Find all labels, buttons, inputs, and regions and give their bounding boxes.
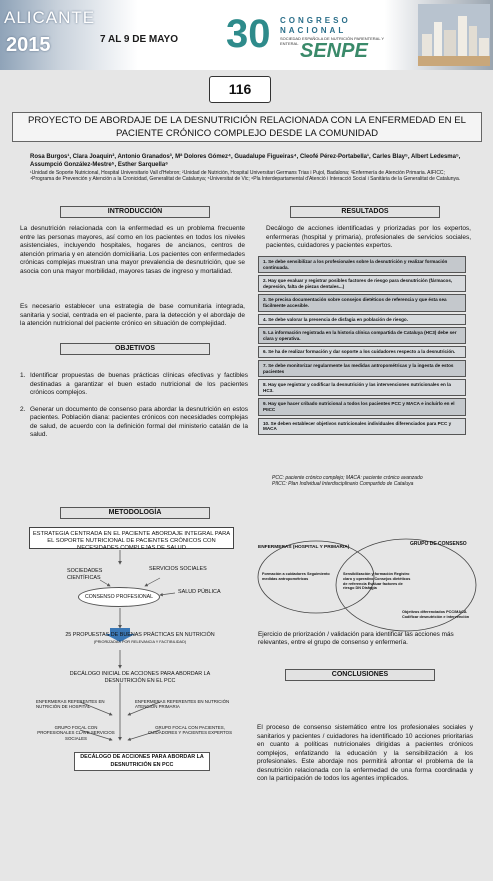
- actions-list: [258, 256, 466, 437]
- objective-number: 2.: [20, 405, 26, 413]
- section-header-objetivos: OBJETIVOS: [60, 343, 210, 355]
- label-servicios-sociales: SERVICIOS SOCIALES: [149, 566, 207, 572]
- action-item: 8. Hay que registrar y codificar la desnutrición y las intervenciones nutricionales en la HC3.: [258, 379, 466, 396]
- action-item: 5. La información registrada en la historia clínica compartida de Cataluya (HC3) debe ser clara y operativa.: [258, 327, 466, 344]
- label-enfermeras-primaria: ENFERMERAS REFERENTES EN NUTRICIÓN ATENCIÓN PRIMARIA: [135, 699, 230, 710]
- section-header-conclusiones: CONCLUSIONES: [285, 669, 435, 681]
- abbreviation-line: PCC: paciente crónico complejo; MACA: paciente crónico avanzado: [272, 475, 423, 481]
- label-sociedades: SOCIEDADES CIENTÍFICAS: [67, 568, 103, 581]
- abbreviation-line: PIICC: Plan Individual Interdisciplinario Compartido de Cataluya: [272, 481, 414, 487]
- label-salud-publica: SALUD PÚBLICA: [178, 589, 221, 595]
- action-item: 2. Hay que evaluar y registrar posibles factores de riesgo para desnutrición (fármacos, depresión, falta de piezas dentales...): [258, 275, 466, 292]
- city-name: ALICANTE: [4, 8, 96, 27]
- final-decalogue-box: DECÁLOGO DE ACCIONES PARA ABORDAR LA DESNUTRICIÓN EN PCC: [74, 752, 210, 771]
- section-header-introduccion: INTRODUCCIÓN: [60, 206, 210, 218]
- venn-label-enfermeras: ENFERMERAS (HOSPITAL Y PRIMARIA): [258, 545, 350, 550]
- action-item: 9. Hay que hacer cribado nutricional a todos los pacientes PCC y MACA e incluirlo en el PIICC: [258, 398, 466, 415]
- congress-word: CONGRESO: [280, 16, 351, 25]
- consensus-ellipse: CONSENSO PROFESIONAL: [78, 587, 160, 607]
- initial-decalogue-label: DECÁLOGO INICIAL DE ACCIONES PARA ABORDAR LA DESNUTRICIÓN EN EL PCC: [69, 671, 211, 684]
- objectives-list: [20, 372, 248, 448]
- action-item: 3. Se precisa documentación sobre consejos dietéticos de referencia y que ésta sea fácilmente accesible.: [258, 294, 466, 311]
- objective-item: [20, 406, 248, 440]
- objective-item: [20, 372, 248, 398]
- congress-dates: 7 AL 9 DE MAYO: [100, 34, 178, 45]
- section-header-resultados: RESULTADOS: [290, 206, 440, 218]
- abbreviations: [272, 475, 472, 487]
- conclusions-paragraph: El proceso de consenso sistemático entre los profesionales sociales y sanitarios y pacientes / cuidadores ha identificado 10 acciones prioritarias en cuanto a políticas nutricionales dirigidas a pacientes crónicos complejos, enfatizando la educación y la sensibilización a los profesionales. Este abordaje nos permitirá afrontar el problema de la desnutrición relacionada con la enfermedad de una forma coordinada y con la participación de todos los agentes implicados.: [257, 724, 473, 782]
- venn-left-text: Formación a cuidadores Seguimiento medidas antropométricas: [262, 572, 330, 581]
- action-item: 10. Se deben establecer objetivos nutricionales individuales diferenciados para PCC y MACA: [258, 418, 466, 435]
- congress-word-nacional: NACIONAL: [280, 26, 347, 35]
- intro-paragraph-2: Es necesario establecer una estrategia de base comunitaria integrada, sanitaria y social, centrada en el paciente, para la detección y el abordaje de la atención nutricional del paciente crónico en situación de complejidad.: [20, 303, 245, 327]
- proposals-sublabel: (PRIORIZADAS POR RELEVANCIA Y FACTIBILIDAD): [93, 640, 187, 644]
- action-item: 6. Se ha de realizar formación y dar soporte a los cuidadores respecto a la desnutrición.: [258, 346, 466, 358]
- action-item: 4. Se debe valorar la presencia de disfagia en población de riesgo.: [258, 314, 466, 326]
- label-grupo-pacientes: GRUPO FOCAL CON PACIENTES, CUIDADORES Y PACIENTES EXPERTOS: [147, 725, 232, 736]
- authors: Rosa Burgos¹, Clara Joaquin², Antonio Granados³, Mª Dolores Gómez⁴, Guadalupe Figueiras⁴, Cleofé Pérez-Portabella¹, Carles Blay⁵, Albert Ledesma⁵, Assumpció González-Mestre⁵, Esther Sarquella⁶: [30, 154, 461, 168]
- poster-number: 116: [209, 76, 271, 103]
- venn-center-text: Sensibilización y formación Registro claro y operativo Consejos dietéticos de referencia Evaluar factores de riesgo DN Disfagia: [343, 572, 411, 591]
- strategy-box: ESTRATEGIA CENTRADA EN EL PACIENTE ABORDAJE INTEGRAL PARA EL SOPORTE NUTRICIONAL DE PACIENTES CRÓNICOS CON NECESIDADES COMPLEJAS DE SALUD: [29, 527, 234, 549]
- objective-text: Identificar propuestas de buenas prácticas clínicas efectivas y factibles destinadas a garantizar el buen estado nutricional de los pacientes crónicos complejos.: [30, 372, 248, 396]
- section-header-metodologia: METODOLOGÍA: [60, 507, 210, 519]
- venn-caption: Ejercicio de priorización / validación para identificar las acciones más relevantes, entre el grupo de consenso y enfermería.: [258, 631, 454, 647]
- affiliations: ¹Unidad de Soporte Nutricional, Hospital Universitario Vall d'Hebron; ²Unidad de Nutrición, Hospital Universitari Germans Trias i Pujol, Badalona; ³Enfermería de Atención Primaria. AIFICC; ⁴Programa de Prevención y Atención a la Cronicidad, Generalitat de Catalunya; ⁵Universitat de Vic; ⁶Pla Interdepartamental d'Atenció i Interacció Social i Sanitària de la Generalitat de Catalunya.: [30, 170, 461, 183]
- congress-year: 2015: [6, 34, 51, 56]
- objective-text: Generar un documento de consenso para abordar la desnutrición en estos pacientes. Población diana: pacientes crónicos con necesidades complejas de salud, de acuerdo con la definición formal del ministerio catalán de la salud.: [30, 405, 248, 438]
- venn-label-grupo: GRUPO DE CONSENSO: [410, 541, 467, 547]
- society-name: SOCIEDAD ESPAÑOLA DE NUTRICIÓN PARENTERAL Y ENTERAL: [280, 36, 385, 46]
- proposals-label: 25 PROPUESTAS DE BUENAS PRÁCTICAS EN NUTRICIÓN: [65, 632, 215, 638]
- label-grupo-profesionales: GRUPO FOCAL CON PROFESIONALES CLAVE SERVICIOS SOCIALES: [37, 725, 115, 741]
- action-item: 1. Se debe sensibilizar a los profesionales sobre la desnutrición y realizar formación continuada.: [258, 256, 466, 273]
- congress-number: 30: [226, 12, 271, 56]
- objective-number: 1.: [20, 372, 26, 379]
- results-paragraph: Decálogo de acciones identificadas y priorizadas por los expertos, enfermeras (hospital y primaria), profesionales de servicios sociales, pacientes, cuidadores y pacientes expertos.: [266, 225, 471, 249]
- senpe-logo: SENPE: [300, 40, 368, 62]
- venn-right-text: Objetivos diferenciados PCC/MACA Codificar desnutrición e intervención: [402, 610, 470, 619]
- intro-paragraph-1: La desnutrición relacionada con la enfermedad es un problema frecuente entre las personas mayores, así como en los pacientes en todos los niveles asistenciales, incluyendo hospitales, hogares de ancianos, centros de atención primaria y en atención domiciliaria. Los pacientes con enfermedades crónicas complejas muestran una mayor prevalencia de desnutrición, que se asocia con una mayor morbilidad, mayores tasas de ingreso y mortalidad.: [20, 225, 245, 275]
- label-enfermeras-hospital: ENFERMERAS REFERENTES EN NUTRICIÓN DE HOSPITAL: [36, 699, 105, 710]
- action-item: 7. Se debe monitorizar regularmente las medidas antropométricas y la ingesta de estos pacientes: [258, 360, 466, 377]
- city-skyline-image: [418, 4, 490, 66]
- poster-title: PROYECTO DE ABORDAJE DE LA DESNUTRICIÓN RELACIONADA CON LA ENFERMEDAD EN EL PACIENTE CRÓNICO COMPLEJO DESDE LA COMUNIDAD: [12, 112, 482, 142]
